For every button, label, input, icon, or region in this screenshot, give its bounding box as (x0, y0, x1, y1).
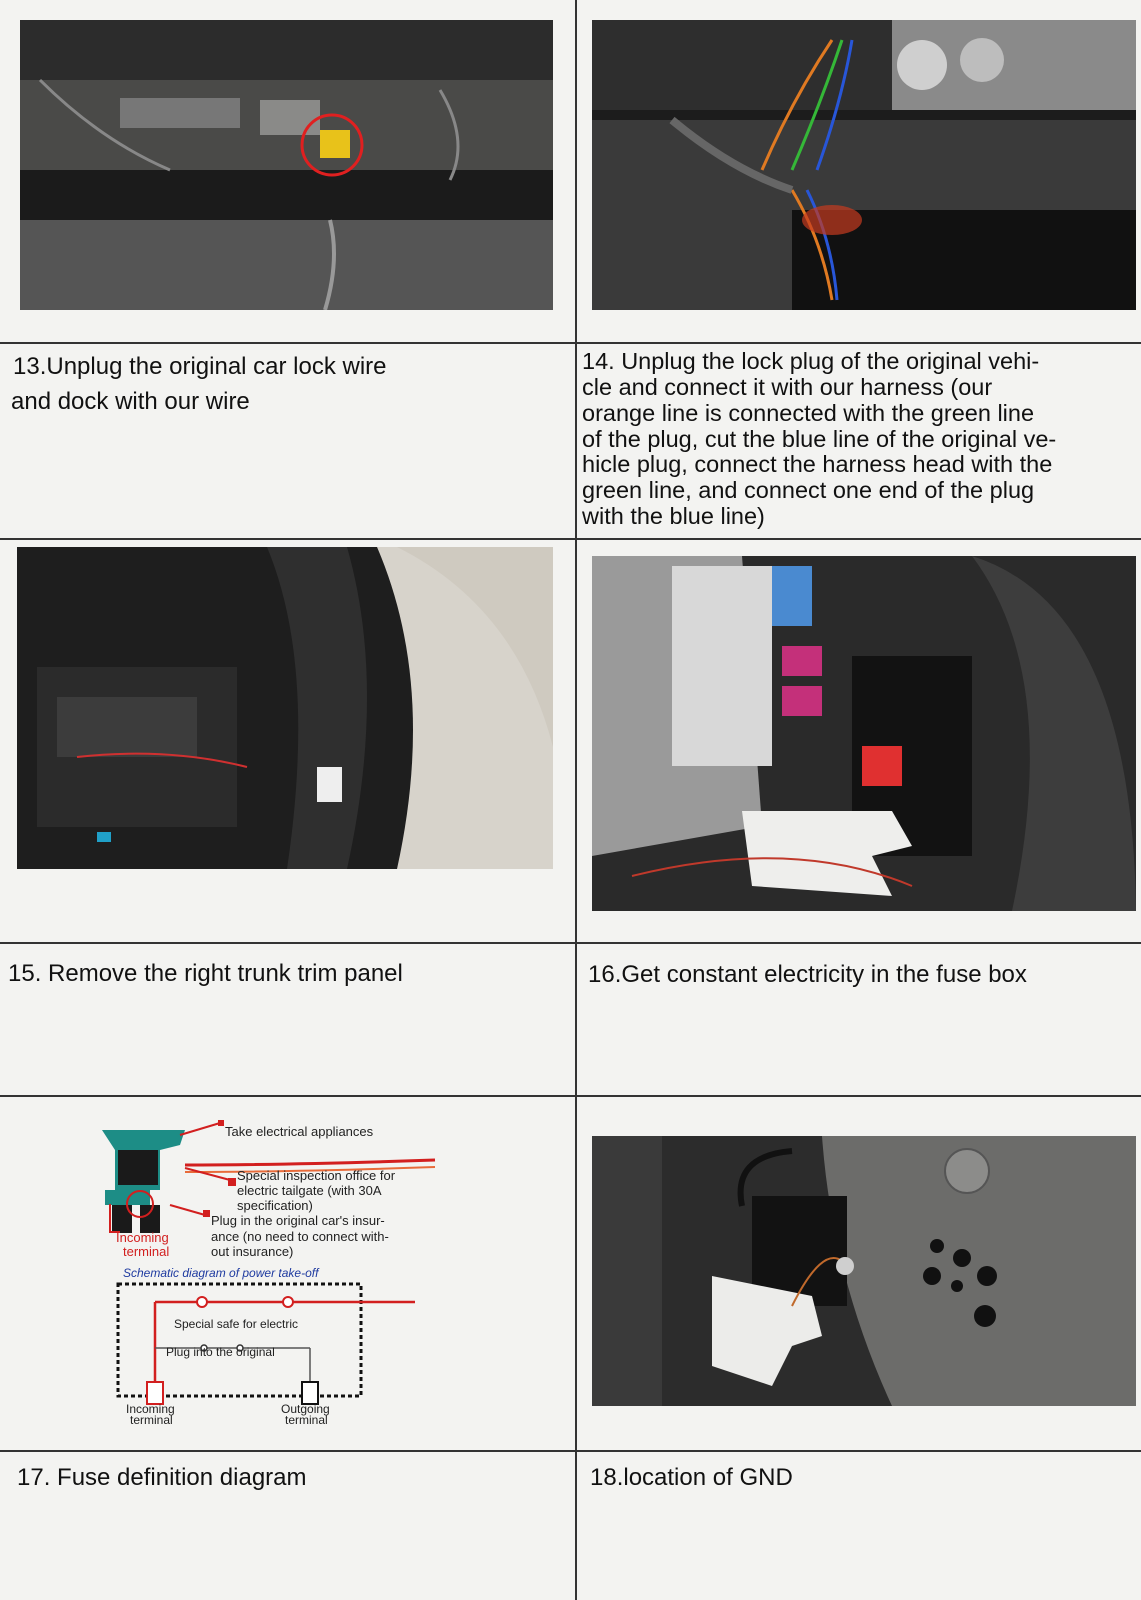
schematic-title: Schematic diagram of power take-off (123, 1266, 319, 1280)
caption-step-13-line2: and dock with our wire (11, 387, 250, 415)
label-plug-original-1: Plug in the original car's insur- (211, 1213, 385, 1228)
label-outgoing-bottom-2: terminal (285, 1413, 328, 1427)
label-outgoing-bottom-1: Outgoing (281, 1402, 330, 1416)
row-divider (0, 1095, 1141, 1097)
photo-step-16 (592, 556, 1136, 911)
fuse-definition-diagram (90, 1120, 490, 1430)
label-special-office-2: electric tailgate (with 30A (237, 1183, 382, 1198)
column-divider (575, 0, 577, 1600)
caption-step-13 (13, 353, 387, 417)
caption-step-13-line1: 13.Unplug the original car lock wire (13, 353, 387, 380)
label-special-office-3: specification) (237, 1198, 313, 1213)
row-divider (0, 538, 1141, 540)
caption-step-17: 17. Fuse definition diagram (17, 1464, 307, 1491)
caption-step-18: 18.location of GND (590, 1464, 793, 1491)
label-incoming-bottom-2: terminal (130, 1413, 173, 1427)
photo-step-18 (592, 1136, 1136, 1406)
caption-step-16: 16.Get constant electricity in the fuse box (588, 961, 1027, 988)
label-incoming-bottom-1: Incoming (126, 1402, 175, 1416)
label-special-safe: Special safe for electric (174, 1317, 299, 1331)
label-incoming-2: terminal (123, 1244, 170, 1259)
label-plug-original-3: out insurance) (211, 1244, 294, 1259)
label-plug-original-2: ance (no need to connect with- (211, 1229, 389, 1244)
label-plug-into: Plug into the original (166, 1345, 275, 1359)
label-take-appliances: Take electrical appliances (225, 1124, 374, 1139)
row-divider (0, 342, 1141, 344)
photo-step-14 (592, 20, 1136, 310)
caption-step-15: 15. Remove the right trunk trim panel (8, 960, 403, 987)
label-incoming-1: Incoming (116, 1230, 169, 1245)
row-divider (0, 942, 1141, 944)
label-special-office-1: Special inspection office for (237, 1168, 396, 1183)
caption-step-14: 14. Unplug the lock plug of the original vehi- cle and connect it with our harness (our orange line is connected with the green line of the plug, cut the blue line of the original ve- hicle plug, connect the harness head with the green line, and connect one end of the plug with the blue line) (582, 348, 1057, 530)
row-divider (0, 1450, 1141, 1452)
photo-step-13 (20, 20, 553, 310)
photo-step-15 (17, 547, 553, 869)
